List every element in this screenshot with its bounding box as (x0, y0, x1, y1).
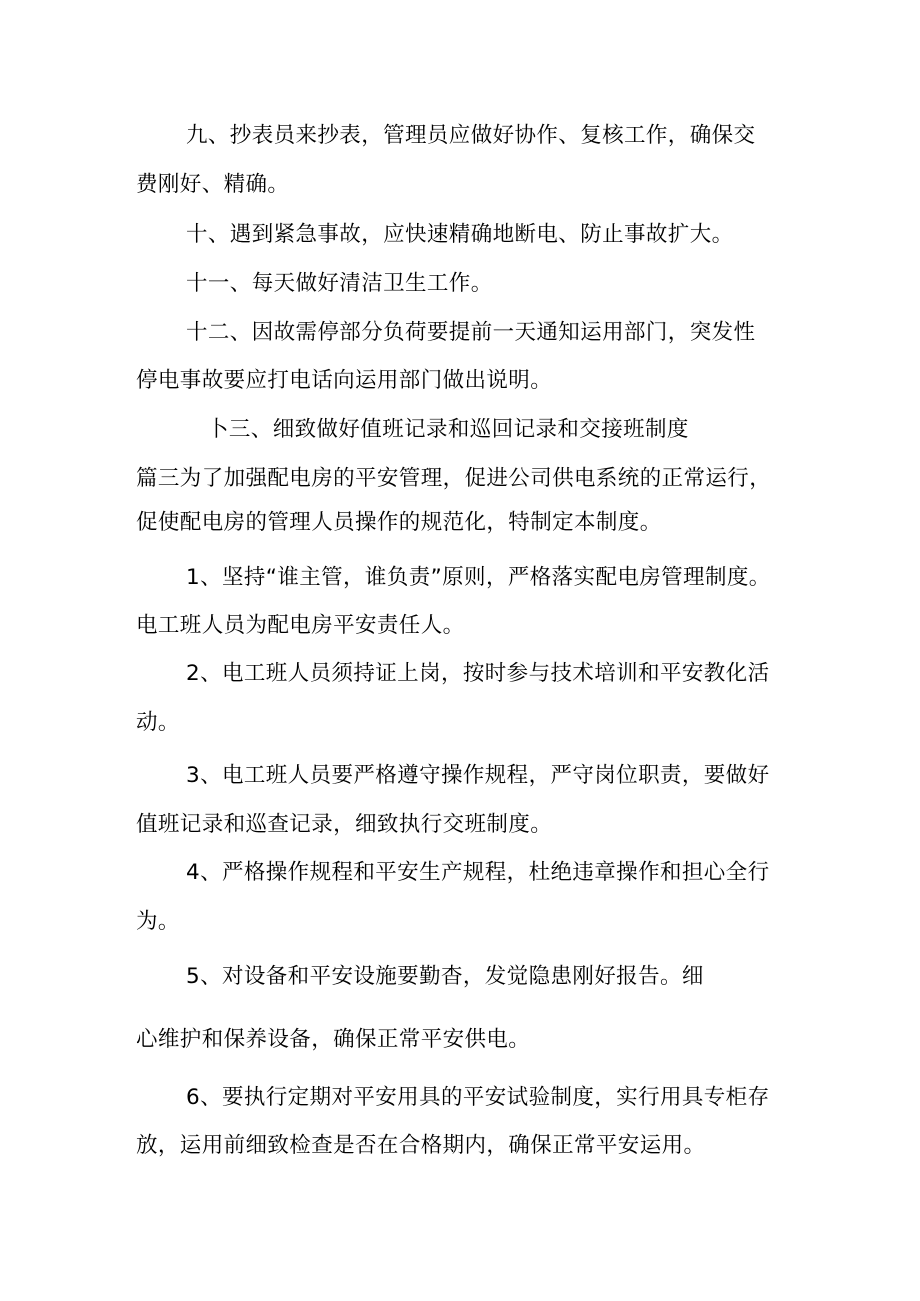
text-line: 6、要执行定期对平安用具的平安试验制度，实行用具专柜存 (186, 1085, 770, 1110)
text-line: 4、严格操作规程和平安生产规程，杜绝违章操作和担心全行 (186, 860, 770, 885)
text-line: 促使配电房的管理人员操作的规范化，特制定本制度。 (136, 510, 662, 535)
text-line: 十一、每天做好清洁卫生工作。 (186, 271, 493, 296)
section-heading: 卜三、细致做好值班记录和巡回记录和交接班制度 (207, 417, 689, 442)
text-line: 放，运用前细致检查是否在合格期内，确保正常平安运用。 (136, 1133, 706, 1158)
text-line: 篇三为了加强配电房的平安管理，促进公司供电系统的正常运行， (136, 466, 772, 491)
text-line: 心维护和保养设备，确保正常平安供电。 (136, 1027, 531, 1052)
text-line: 为。 (136, 909, 180, 934)
text-line: 九、抄表员来抄表，管理员应做好协作、复核工作，确保交 (186, 123, 756, 148)
text-line: 十二、因故需停部分负荷要提前一天通知运用部门，突发性 (186, 320, 756, 345)
text-line: 5、对设备和平安设施要勤杳，发觉隐患刚好报告。细 (186, 964, 704, 989)
text-line: 3、电工班人员要严格遵守操作规程，严守岗位职责，要做好 (186, 763, 770, 788)
text-line: 2、电工班人员须持证上岗，按时参与技术培训和平安教化活 (186, 661, 770, 686)
text-line: 费刚好、精确。 (136, 172, 290, 197)
text-line: 值班记录和巡查记录，细致执行交班制度。 (136, 812, 553, 837)
text-line: 1、坚持“谁主管，谁负责”原则，严格落实配电房管理制度。 (186, 565, 771, 590)
text-line: 十、遇到紧急事故，应快速精确地断电、防止事故扩大。 (186, 222, 734, 247)
text-line: 动。 (136, 710, 180, 735)
text-line: 停电事故要应打电话向运用部门做出说明。 (136, 368, 553, 393)
text-line: 电工班人员为配电房平安责任人。 (136, 613, 465, 638)
